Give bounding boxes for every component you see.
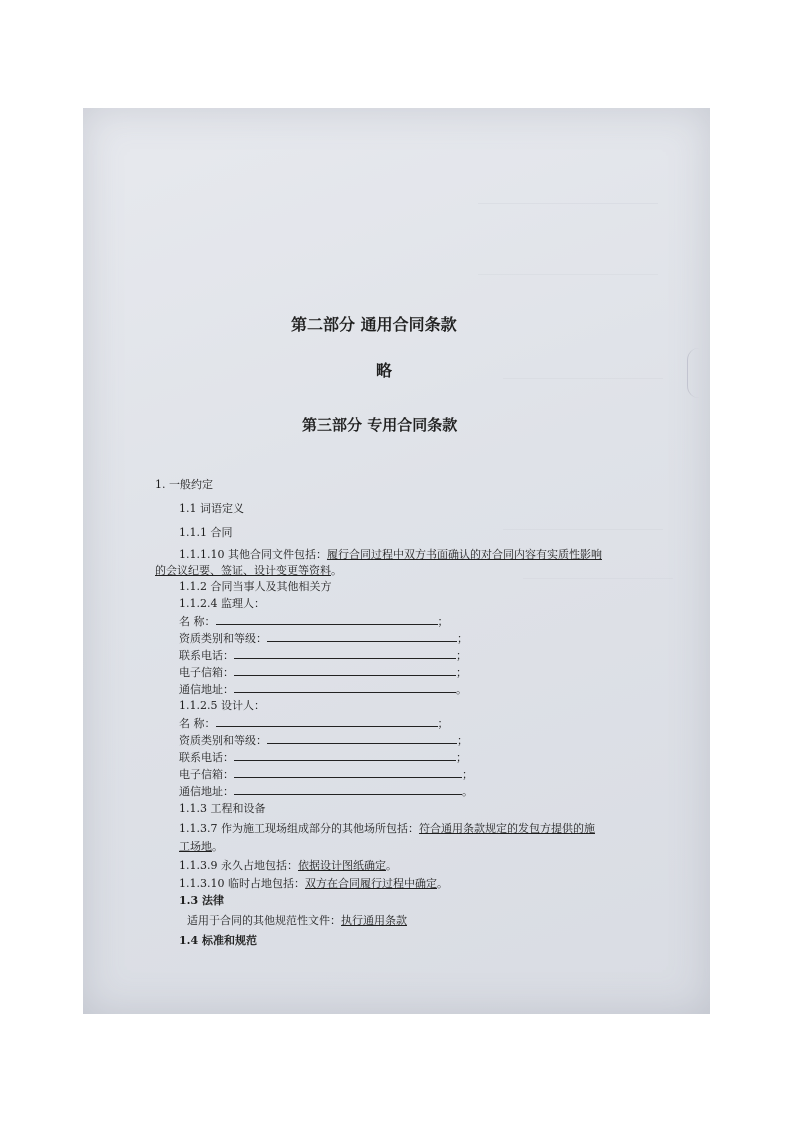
clause-1-1-1-10-cont — [155, 564, 342, 578]
section-1-1-2-4-heading: 1.1.2.4 监理人： — [179, 597, 265, 610]
supervisor-phone-row: 联系电话： ； — [179, 649, 467, 662]
clause-end: 。 — [331, 564, 342, 577]
omitted-marker: 略 — [376, 361, 393, 380]
bleed-through-text — [478, 203, 658, 275]
blank-field — [234, 682, 456, 693]
designer-qual-row: 资质类别和等级： ； — [179, 734, 468, 747]
blank-field — [267, 733, 457, 744]
bleed-through-text — [503, 378, 663, 530]
clause-end: 。 — [212, 840, 223, 853]
section-1-1-heading: 1.1 词语定义 — [179, 502, 244, 515]
designer-name-row: 名 称： ； — [179, 717, 449, 730]
section-1-1-3-heading: 1.1.3 工程和设备 — [179, 802, 266, 815]
supervisor-qual-row: 资质类别和等级： ； — [179, 632, 468, 645]
blank-field — [234, 767, 462, 778]
blank-field — [216, 716, 438, 727]
blank-field — [234, 750, 456, 761]
field-label: 电子信箱： — [179, 768, 234, 781]
field-label: 电子信箱： — [179, 666, 234, 679]
designer-phone-row: 联系电话： ； — [179, 751, 467, 764]
clause-prefix: 1.1.3.7 作为施工现场组成部分的其他场所包括： — [179, 822, 419, 835]
blank-field — [216, 614, 438, 625]
section-1-1-2-5-heading: 1.1.2.5 设计人： — [179, 699, 265, 712]
field-label: 联系电话： — [179, 649, 234, 662]
blank-field — [234, 665, 456, 676]
supervisor-email-row: 电子信箱： ； — [179, 666, 467, 679]
clause-1-1-3-7 — [179, 822, 595, 836]
clause-prefix: 1.1.3.9 永久占地包括： — [179, 859, 298, 872]
clause-prefix: 1.1.3.10 临时占地包括： — [179, 877, 305, 890]
clause-text: 依据设计图纸确定 — [297, 859, 386, 872]
clause-text: 工场地 — [179, 840, 212, 853]
clause-prefix: 1.1.1.10 其他合同文件包括： — [179, 548, 327, 561]
supervisor-name-row: 名 称： ； — [179, 615, 449, 628]
clause-end: 。 — [385, 859, 397, 872]
section-1-1-2-heading: 1.1.2 合同当事人及其他相关方 — [179, 580, 332, 593]
clause-prefix: 适用于合同的其他规范性文件： — [187, 914, 341, 927]
blank-field — [234, 784, 462, 795]
part-two-heading: 第二部分 通用合同条款 — [291, 315, 457, 334]
field-label: 名 称： — [179, 717, 216, 730]
clause-text: 符合通用条款规定的发包方提供的施 — [418, 822, 595, 835]
clause-1-1-3-10 — [179, 877, 448, 891]
section-1-4-heading: 1.4 标准和规范 — [179, 934, 257, 947]
clause-text: 执行通用条款 — [341, 914, 407, 927]
field-label: 资质类别和等级： — [179, 632, 267, 645]
scanned-document-sheet — [83, 108, 710, 1014]
clause-end: 。 — [436, 877, 448, 890]
section-1-heading: 1. 一般约定 — [155, 478, 213, 491]
designer-email-row: 电子信箱： ； — [179, 768, 473, 781]
part-three-heading: 第三部分 专用合同条款 — [302, 416, 458, 434]
field-label: 通信地址： — [179, 785, 234, 798]
field-label: 通信地址： — [179, 683, 234, 696]
clause-1-1-3-9 — [179, 859, 397, 873]
clause-text: 履行合同过程中双方书面确认的对合同内容有实质性影响 — [326, 548, 602, 561]
section-1-3-body — [187, 914, 407, 928]
clause-1-1-3-7-cont — [179, 840, 223, 854]
field-label: 名 称： — [179, 615, 216, 628]
blank-field — [267, 631, 457, 642]
blank-field — [234, 648, 456, 659]
bleed-through-text — [523, 578, 673, 799]
clause-text: 的会议纪要、签证、设计变更等资料 — [155, 564, 331, 577]
field-label: 资质类别和等级： — [179, 734, 267, 747]
section-1-3-heading: 1.3 法律 — [179, 894, 224, 907]
field-label: 联系电话： — [179, 751, 234, 764]
supervisor-address-row: 通信地址： 。 — [179, 683, 467, 696]
paper-edge-mark — [687, 348, 710, 398]
designer-address-row: 通信地址： 。 — [179, 785, 473, 798]
clause-text: 双方在合同履行过程中确定 — [304, 877, 437, 890]
clause-1-1-1-10 — [179, 548, 602, 562]
section-1-1-1-heading: 1.1.1 合同 — [179, 526, 233, 539]
